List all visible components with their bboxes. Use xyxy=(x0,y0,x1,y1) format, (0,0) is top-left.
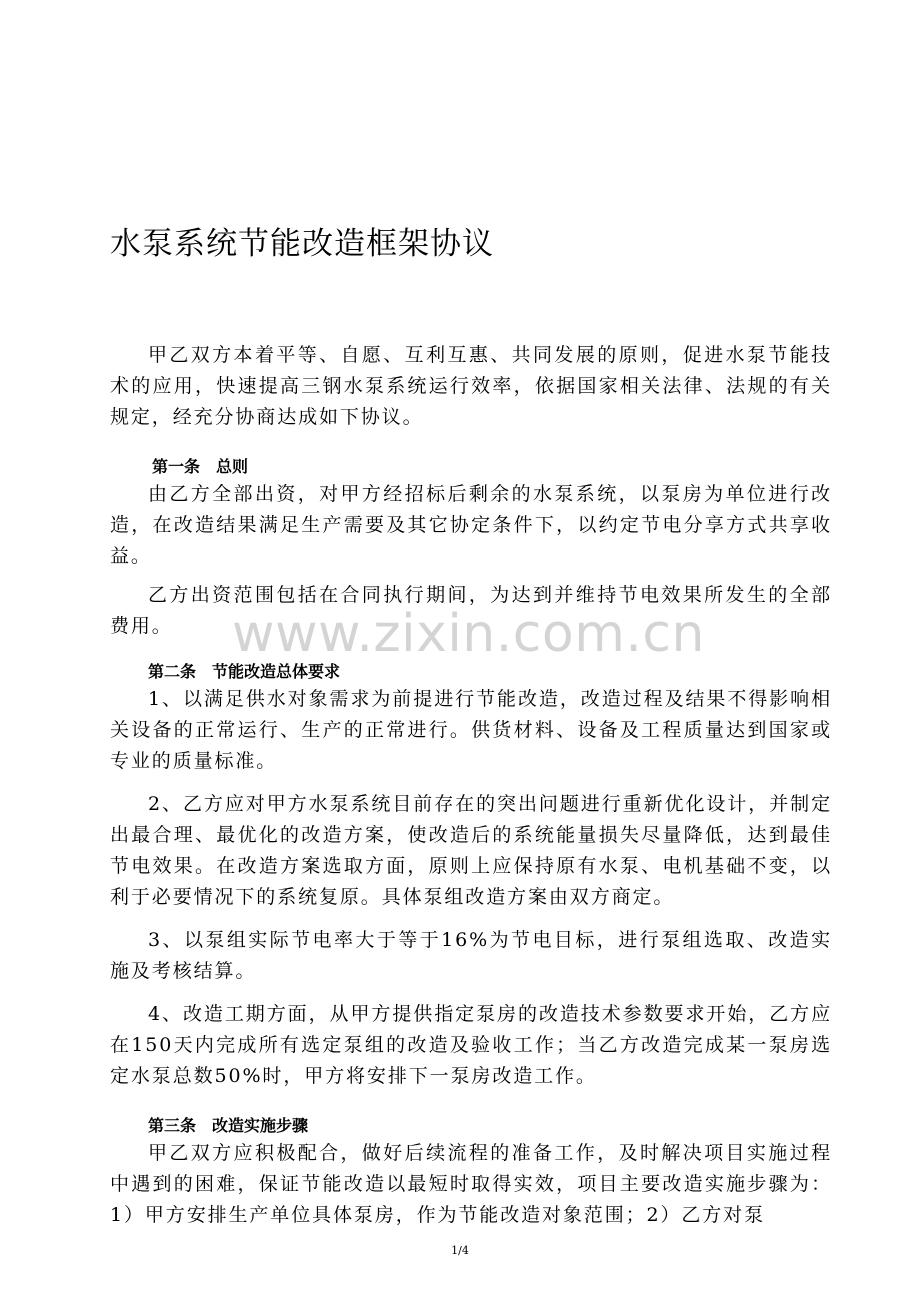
article-3-heading: 第三条 改造实施步骤 xyxy=(148,1116,309,1135)
article-1-paragraph-1: 由乙方全部出资，对甲方经招标后剩余的水泵系统，以泵房为单位进行改造，在改造结果满足生产需要及其它协定条件下，以约定节电分享方式共享收益。 xyxy=(110,483,832,567)
article-1-paragraph-2: 乙方出资范围包括在合同执行期间，为达到并维持节电效果所发生的全部费用。 xyxy=(110,584,832,637)
article-2-heading: 第二条 节能改造总体要求 xyxy=(148,662,341,681)
article-3-paragraph-1: 甲乙双方应积极配合，做好后续流程的准备工作，及时解决项目实施过程中遇到的困难，保证节能改造以最短时取得实效，项目主要改造实施步骤为：1）甲方安排生产单位具体泵房，作为节能改造对象范围；2）乙方对泵 xyxy=(110,1142,832,1226)
article-2-paragraph-2: 2、乙方应对甲方水泵系统目前存在的突出问题进行重新优化设计，并制定出最合理、最优化的改造方案，使改造后的系统能量损失尽量降低，达到最佳节电效果。在改造方案选取方面，原则上应保持原有水泵、电机基础不变，以利于必要情况下的系统复原。具体泵组改造方案由双方商定。 xyxy=(110,793,832,908)
document-title: 水泵系统节能改造框架协议 xyxy=(110,226,494,262)
document-body xyxy=(110,340,832,1231)
article-2-paragraph-4: 4、改造工期方面，从甲方提供指定泵房的改造技术参数要求开始，乙方应在150天内完成所有选定泵组的改造及验收工作；当乙方改造完成某一泵房选定水泵总数50%时，甲方将安排下一泵房改造工作。 xyxy=(110,1003,832,1087)
watermark: www.zixin.com.cn xyxy=(232,604,705,664)
article-2-paragraph-1: 1、以满足供水对象需求为前提进行节能改造，改造过程及结果不得影响相关设备的正常运行、生产的正常进行。供货材料、设备及工程质量达到国家或专业的质量标准。 xyxy=(110,688,832,772)
article-1-heading: 第一条 总则 xyxy=(152,457,249,476)
article-2-paragraph-3: 3、以泵组实际节电率大于等于16%为节电目标，进行泵组选取、改造实施及考核结算。 xyxy=(110,929,832,982)
intro-paragraph: 甲乙双方本着平等、自愿、互利互惠、共同发展的原则，促进水泵节能技术的应用，快速提高三钢水泵系统运行效率，依据国家相关法律、法规的有关规定，经充分协商达成如下协议。 xyxy=(110,344,832,428)
page-number: 1/4 xyxy=(451,1244,469,1257)
